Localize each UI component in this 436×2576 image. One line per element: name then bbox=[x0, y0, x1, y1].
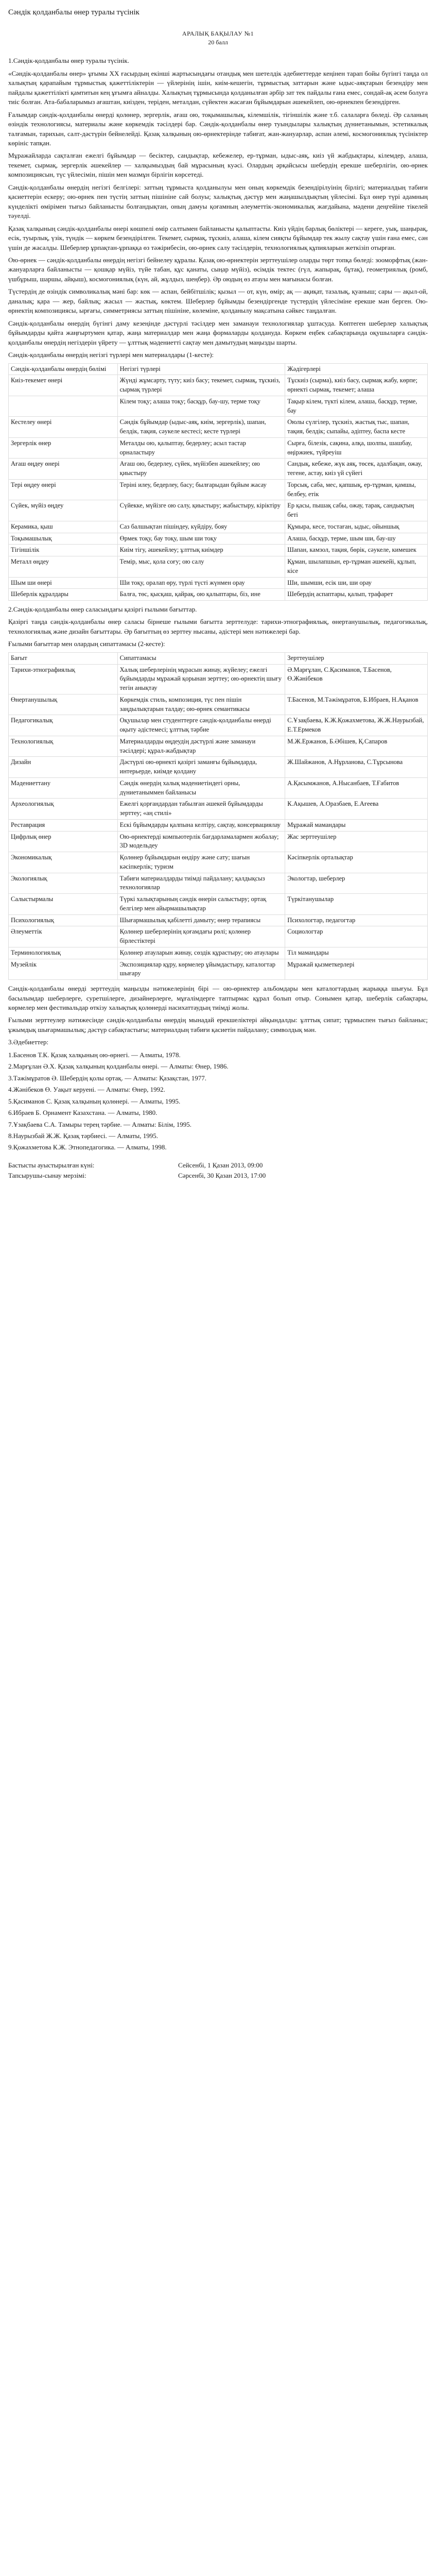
table-cell: Дизайн bbox=[9, 757, 118, 778]
table-cell: Сәндік бұйымдар (ыдыс-аяқ, киім, зергерлік), шапан, белдік, тақия, сәукеле кестесі; кесте түрлері bbox=[117, 417, 285, 438]
submission-info bbox=[8, 1161, 428, 1181]
table-cell: Түркі халықтарының сәндік өнерін салыстыру; ортақ белгілер мен айырмашылықтар bbox=[117, 894, 285, 915]
table-cell: Оқушылар мен студенттерге сәндік-қолданбалы өнерді оқыту әдістемесі; ұлттық тәрбие bbox=[117, 715, 285, 736]
table-cell: Ә.Марғұлан, С.Қасиманов, Т.Басенов, Ө.Жәнібеков bbox=[285, 664, 428, 694]
table-1-intro: Сәндік-қолданбалы өнердің негізгі түрлері мен материалдары (1-кесте): bbox=[8, 351, 214, 359]
table-header-cell: Сәндік-қолданбалы өнердің бөлімі bbox=[9, 363, 118, 375]
table-cell: К.Ақышев, А.Оразбаев, Е.Ағеева bbox=[285, 799, 428, 820]
table-cell: Археологиялық bbox=[9, 799, 118, 820]
reference-item: 6.Ибраев Б. Орнамент Казахстана. — Алматы, 1980. bbox=[8, 1109, 158, 1117]
table-cell: Құман, шылапшын, ер-тұрман әшекейі, құлып, кісе bbox=[285, 556, 428, 578]
paragraph: Ғалымдар сәндік-қолданбалы өнерді қолөнер, зергерлік, ағаш ою, тоқымашылық, кілемшілік, тігіншілік және т.б. салаларға бөледі. Әр саланың өзіндік технологиясы, материалы және көркемдік тәсілдері бар. Сәндік-қолданбалы өнер туындылары халықтың дүниетанымын, эстетикалық талғамын, тарихын, салт-дәстүрін бейнелейді. Қазақ халқының ою-өрнектерінде табиғат, жан-жануарлар, аспан әлемі, космогониялық түсініктер көрініс тапқан. bbox=[8, 110, 428, 147]
table-row bbox=[9, 873, 428, 894]
paragraph: Ғылыми зерттеулер нәтижесінде сәндік-қолданбалы өнердің мынадай ерекшеліктері айқындалды: ұлттық сипат; тұрмыспен тығыз байланыс; ұжымдық шығармашылық; дәстүр сабақтастығы; материалдың табиғи қасиетін пайдалану; символдық мән. bbox=[8, 1016, 428, 1033]
table-cell: Қолөнер бұйымдарын өндіру және сату; шағын кәсіпкерлік; туризм bbox=[117, 852, 285, 873]
paragraph: «Сәндік-қолданбалы өнер» ұғымы XX ғасырдың екінші жартысындағы отандық мен шетелдік әдебиеттерде кеңінен тарап бойы бүгінгі таңда ол халықтың қарапайым тұрмыстық қажеттіліктерін — үйлерінің ішін, киім-кешегін, тұрмыстық заттарын және ыдыс-аяқтарын безендіру мен пайдалы қажеттілікті қамтитын кең ұғымға айналды. Халықтың тұрмысында қолданылған әрбір зат тек пайдалы ғана емес, сондай-ақ әсем болуға тиіс болған. Ата-бабаларымыз ағаштан, киізден, теріден, металдан, сүйектен жасаған бұйымдарын әшекейлеп, ою-өрнекпен безендірген. bbox=[8, 69, 428, 106]
table-cell: Шым ши өнері bbox=[9, 577, 118, 589]
table-cell: Алаша, басқұр, терме, шым ши, бау-шу bbox=[285, 533, 428, 545]
table-cell: Мұражай қызметкерлері bbox=[285, 959, 428, 980]
table-cell: Шапан, камзол, тақия, бөрік, сәукеле, кимешек bbox=[285, 545, 428, 556]
table-row bbox=[9, 417, 428, 438]
table-header-cell: Зерттеушілер bbox=[285, 652, 428, 664]
table-cell: Экспозициялар құру, көрмелер ұйымдастыру, каталогтар шығару bbox=[117, 959, 285, 980]
table-header-cell: Бағыт bbox=[9, 652, 118, 664]
table-row bbox=[9, 664, 428, 694]
table-cell: С.Ұзақбаева, К.Ж.Қожахметова, Ж.Ж.Наурызбай, Е.Т.Ермеков bbox=[285, 715, 428, 736]
table-cell: Социологтар bbox=[285, 926, 428, 947]
table-cell: Халық шеберлерінің мұрасын жинау, жүйелеу; ежелгі бұйымдарды мұражай қорынан зерттеу; ою-өрнектің шығу тегін анықтау bbox=[117, 664, 285, 694]
table-cell: Қолөнер атауларын жинау, сөздік құрастыру; ою атаулары bbox=[117, 947, 285, 959]
table-header-cell: Сипаттамасы bbox=[117, 652, 285, 664]
table-cell: Зергерлік өнер bbox=[9, 437, 118, 459]
table-cell: Реставрация bbox=[9, 819, 118, 831]
table-cell: Торсық, саба, мес, қапшық, ер-тұрман, қамшы, белбеу, етік bbox=[285, 479, 428, 500]
table-row bbox=[9, 757, 428, 778]
table-cell: Саз балшықтан пішіндеу, күйдіру, бояу bbox=[117, 521, 285, 533]
table-cell: Шығармашылық қабілетті дамыту; өнер терапиясы bbox=[117, 914, 285, 926]
table-cell bbox=[9, 396, 118, 417]
table-cell: Экологиялық bbox=[9, 873, 118, 894]
table-cell: Металл өңдеу bbox=[9, 556, 118, 578]
table-cell: Дәстүрлі ою-өрнекті қазіргі заманғы бұйымдарда, интерьерде, киімде қолдану bbox=[117, 757, 285, 778]
table-cell: Металды ою, қалыптау, бедерлеу; асыл тастар орналастыру bbox=[117, 437, 285, 459]
table-cell: Педагогикалық bbox=[9, 715, 118, 736]
section-points: 20 балл bbox=[208, 39, 228, 46]
question-2-body bbox=[8, 617, 428, 649]
table-row bbox=[9, 479, 428, 500]
table-cell: Өнертанушылық bbox=[9, 694, 118, 715]
submission-label: Тапсырушы-сынау мерзімі: bbox=[8, 1172, 86, 1180]
table-cell: Сүйекке, мүйізге ою салу, қиыстыру; жабыстыру, кіріктіру bbox=[117, 500, 285, 521]
table-cell: Сәндік өнердің халық мәдениетіндегі орны, дүниетаныммен байланысы bbox=[117, 777, 285, 799]
table-header-cell: Негізгі түрлері bbox=[117, 363, 285, 375]
table-cell: Оюлы сүлгілер, тұскиіз, жастық тыс, шапан, тақия, белдік; сыпайы, әдіптеу, баспа кесте bbox=[285, 417, 428, 438]
table-cell: Шебердің аспаптары, қалып, трафарет bbox=[285, 589, 428, 601]
table-row bbox=[9, 437, 428, 459]
table-cell: Ескі бұйымдарды қалпына келтіру, сақтау, консервациялау bbox=[117, 819, 285, 831]
reference-item: 3.Тәжімұратов Ә. Шебердің қолы ортақ. — Алматы: Қазақстан, 1977. bbox=[8, 1074, 206, 1082]
paragraph: Мұражайларда сақталған ежелгі бұйымдар — бесіктер, сандықтар, кебежелер, ер-тұрман, ыдыс-аяқ, киіз үй жабдықтары, кілемдер, алаша, текемет, сырмақ, зергерлік әшекейлер — халқымыздың бай мұрасының куәсі. Олардың әрқайсысы шебердің ерекше шеберлігін, ою-өрнек композициясын, түс үйлесімін, пішін мен мазмұн бірлігін көрсетеді. bbox=[8, 151, 428, 179]
table-row bbox=[9, 396, 428, 417]
document-page bbox=[0, 0, 436, 1181]
table-cell: Кілем тоқу; алаша тоқу; басқұр, бау-шу, терме тоқу bbox=[117, 396, 285, 417]
table-cell: М.Ж.Ержанов, Б.Әбішев, Қ.Сапаров bbox=[285, 736, 428, 757]
submission-value: Сәрсенбі, 30 Қазан 2013, 17:00 bbox=[178, 1172, 266, 1180]
table-cell: Салыстырмалы bbox=[9, 894, 118, 915]
table-cell: Ши, шымши, есік ши, ши орау bbox=[285, 577, 428, 589]
table-cell: Өрмек тоқу, бау тоқу, шым ши тоқу bbox=[117, 533, 285, 545]
paragraph: Қазақ халқының сәндік-қолданбалы өнері көшпелі өмір салтымен байланысты қалыптасты. Киіз үйдің барлық бөліктері — кереге, уық, шаңырақ, есік, туырлық, үзік, түндік — көркем безендірілген. Текемет, сырмақ, тұскиіз, алаша, кілем сияқты бұйымдар тек жылу сақтау үшін ғана емес, сән үшін де жасалды. Шеберлер ұрпақтан-ұрпаққа өз тәжірибесін, ою-өрнек салу тәсілдерін, технологиялық құпияларын жеткізіп отырған. bbox=[8, 224, 428, 251]
table-cell: Тақыр кілем, түкті кілем, алаша, басқұр, терме, бау bbox=[285, 396, 428, 417]
table-cell: Ер қасы, пышақ сабы, ожау, тарақ, сандықтың беті bbox=[285, 500, 428, 521]
table-cell: Ежелгі қорғандардан табылған әшекей бұйымдарды зерттеу; «аң стилі» bbox=[117, 799, 285, 820]
table-cell: Құмыра, кесе, тостаған, ыдыс, ойыншық bbox=[285, 521, 428, 533]
table-cell: Ағаш ою, бедерлеу, сүйек, мүйізбен әшекейлеу; ою қиыстыру bbox=[117, 459, 285, 480]
table-row bbox=[9, 959, 428, 980]
table-row bbox=[9, 521, 428, 533]
table-cell: Табиғи материалдарды тиімді пайдалану; қалдықсыз технологиялар bbox=[117, 873, 285, 894]
table-cell: Қолөнер шеберлерінің қоғамдағы рөлі; қолөнер бірлестіктері bbox=[117, 926, 285, 947]
table-row bbox=[9, 736, 428, 757]
table-cell: Терминологиялық bbox=[9, 947, 118, 959]
reference-item: 1.Басенов Т.К. Қазақ халқының ою-өрнегі. — Алматы, 1978. bbox=[8, 1050, 181, 1059]
table-header-row bbox=[9, 363, 428, 375]
table-cell: Жас зерттеушілер bbox=[285, 831, 428, 852]
question-2-conclusion bbox=[8, 984, 428, 1035]
table-cell: Кестелеу өнері bbox=[9, 417, 118, 438]
table-cell: Теріні илеу, бедерлеу, басу; былғарыдан бұйым жасау bbox=[117, 479, 285, 500]
table-row bbox=[9, 375, 428, 396]
table-cell: Психологтар, педагогтар bbox=[285, 914, 428, 926]
table-cell: Сырға, білезік, сақина, алқа, шолпы, шашбау, өңіржиек, түйреуіш bbox=[285, 437, 428, 459]
table-cell: Тұскиіз (сырма), киіз басу, сырмақ жабу, көрпе; өрнекті сырмақ, текемет; алаша bbox=[285, 375, 428, 396]
table-row bbox=[9, 831, 428, 852]
table-row bbox=[9, 914, 428, 926]
table-row bbox=[9, 947, 428, 959]
paragraph: Сәндік-қолданбалы өнердің бүгінгі даму кезеңінде дәстүрлі тәсілдер мен заманауи технологиялар ұштасуда. Көптеген шеберлер халықтық бұйымдарды қайта жаңғыртумен қатар, жаңа материалдар мен жаңа формаларды қолдануда. Көркем еңбек сабақтарында оқушыларға сәндік-қолданбалы өнердің негіздерін үйрету — ұлттық мәдениетті сақтау мен дамытудың маңызды шарты. bbox=[8, 319, 428, 346]
table-cell: Киіз-текемет өнері bbox=[9, 375, 118, 396]
table-row bbox=[9, 819, 428, 831]
question-2-title: 2.Сәндік-қолданбалы өнер саласындағы қазіргі ғылыми бағыттар. bbox=[8, 605, 197, 613]
table-cell: Тарихи-этнографиялық bbox=[9, 664, 118, 694]
table-row bbox=[9, 894, 428, 915]
table-2 bbox=[8, 652, 428, 980]
table-cell: Т.Басенов, М.Тәжімұратов, Б.Ибраев, Н.Ақанов bbox=[285, 694, 428, 715]
table-cell: Ағаш өңдеу өнері bbox=[9, 459, 118, 480]
reference-list bbox=[8, 1050, 428, 1153]
table-cell: Музейлік bbox=[9, 959, 118, 980]
submission-row bbox=[8, 1171, 428, 1180]
table-cell: Цифрлық өнер bbox=[9, 831, 118, 852]
section-heading: АРАЛЫҚ БАҚЫЛАУ №1 bbox=[182, 30, 254, 38]
table-cell: Керамика, қыш bbox=[9, 521, 118, 533]
question-3-title: 3.Әдебиеттер: bbox=[8, 1038, 49, 1046]
table-cell: Тері өңдеу өнері bbox=[9, 479, 118, 500]
table-row bbox=[9, 500, 428, 521]
table-cell: Шеберлік құралдары bbox=[9, 589, 118, 601]
paragraph: Ғылыми бағыттар мен олардың сипаттамасы (2-кесте): bbox=[8, 640, 165, 648]
table-row bbox=[9, 556, 428, 578]
table-cell: Темір, мыс, қола соғу; ою салу bbox=[117, 556, 285, 578]
submission-row bbox=[8, 1161, 428, 1170]
reference-item: 4.Жәнібеков Ө. Уақыт керуені. — Алматы: Өнер, 1992. bbox=[8, 1086, 165, 1094]
table-cell: Сүйек, мүйіз өңдеу bbox=[9, 500, 118, 521]
paragraph: Сәндік-қолданбалы өнердің негізгі белгілері: заттың тұрмыста қолданылуы мен оның көркемдік безендірілуінің бірлігі; материалдың табиғи қасиеттерін ескеру; ою-өрнек пен түстің заттың пішініне сай болуы; халықтық дәстүр мен жаңашылдықтың үйлесімі. Бұл өнер түрі адамның күнделікті өмірімен тығыз байланысты болғандықтан, оның дамуы қоғамның әлеуметтік-экономикалық жағдайына, мәдени деңгейіне тікелей тәуелді. bbox=[8, 183, 428, 220]
table-cell: А.Қасымжанов, А.Нысанбаев, Т.Ғабитов bbox=[285, 777, 428, 799]
table-cell: Материалдарды өңдеудің дәстүрлі және заманауи тәсілдері; құрал-жабдықтар bbox=[117, 736, 285, 757]
table-row bbox=[9, 852, 428, 873]
table-header-row bbox=[9, 652, 428, 664]
table-cell: Әлеуметтік bbox=[9, 926, 118, 947]
table-row bbox=[9, 799, 428, 820]
table-cell: Жүнді жұмсарту, түту; киіз басу; текемет, сырмақ, тұскиіз, сырмақ түрлері bbox=[117, 375, 285, 396]
table-row bbox=[9, 577, 428, 589]
table-cell: Мәдениеттану bbox=[9, 777, 118, 799]
table-cell: Ж.Шайжанов, А.Нұрланова, С.Тұрсынова bbox=[285, 757, 428, 778]
table-cell: Кәсіпкерлік орталықтар bbox=[285, 852, 428, 873]
reference-item: 9.Қожахметова К.Ж. Этнопедагогика. — Алматы, 1998. bbox=[8, 1143, 167, 1151]
table-header-cell: Жәдігерлері bbox=[285, 363, 428, 375]
table-cell: Тіл мамандары bbox=[285, 947, 428, 959]
table-row bbox=[9, 926, 428, 947]
table-cell: Экологтар, шеберлер bbox=[285, 873, 428, 894]
table-cell: Балға, төс, қысқаш, қайрақ, ою қалыптары, біз, ине bbox=[117, 589, 285, 601]
table-cell: Сандық, кебеже, жүк аяқ, төсек, адалбақан, ожау, тегене, астау, киіз үй сүйегі bbox=[285, 459, 428, 480]
table-cell: Экономикалық bbox=[9, 852, 118, 873]
table-row bbox=[9, 694, 428, 715]
table-row bbox=[9, 589, 428, 601]
reference-item: 7.Ұзақбаева С.А. Тамыры терең тәрбие. — Алматы: Білім, 1995. bbox=[8, 1120, 191, 1128]
document-title: Сәндік қолданбалы өнер туралы түсінік bbox=[8, 8, 139, 16]
question-1-title: 1.Сәндік-қолданбалы өнер туралы түсінік. bbox=[8, 57, 130, 65]
table-cell: Психологиялық bbox=[9, 914, 118, 926]
table-cell: Киім тігу, әшекейлеу; ұлттық киімдер bbox=[117, 545, 285, 556]
table-cell: Көркемдік стиль, композиция, түс пен пішін заңдылықтарын талдау; ою-өрнек семантикасы bbox=[117, 694, 285, 715]
reference-item: 5.Қасиманов С. Қазақ халқының қолөнері. — Алматы, 1995. bbox=[8, 1097, 181, 1105]
table-row bbox=[9, 533, 428, 545]
submission-value: Сейсенбі, 1 Қазан 2013, 09:00 bbox=[178, 1161, 263, 1169]
table-row bbox=[9, 715, 428, 736]
paragraph: Сәндік-қолданбалы өнерді зерттеудің маңызды нәтижелерінің бірі — ою-өрнектер альбомдары мен каталогтардың жарыққа шығуы. Бұл басылымдар шеберлерге, суретшілерге, дизайнерлерге, мұғалімдерге таптырмас құрал болып отыр. Сонымен қатар, шеберлік сабақтары, көрмелер мен фестивальдар өткізу халықтық қолөнерді насихаттаудың тиімді жолы. bbox=[8, 985, 428, 1011]
table-cell: Ши тоқу, оралап өру, түрлі түсті жүнмен орау bbox=[117, 577, 285, 589]
paragraph: Қазіргі таңда сәндік-қолданбалы өнер саласы бірнеше ғылыми бағытта зерттелуде: тарихи-этнографиялық, өнертанушылық, педагогикалық, технологиялық және дизайн бағыттары. Әр бағыттың өз зерттеу нысаны, әдістері мен нәтижелері бар. bbox=[8, 618, 428, 635]
submission-label: Бастысты ауыстырылған күні: bbox=[8, 1161, 95, 1169]
paragraph: Ою-өрнек — сәндік-қолданбалы өнердің негізгі бейнелеу құралы. Қазақ ою-өрнектерін зерттеушілер оларды төрт топқа бөледі: зооморфтық (жан-жануарларға байланысты — қошқар мүйіз, түйе табан, құс қанаты, сыңар мүйіз), өсімдік тектес (гүл, жапырақ, бұтақ), геометриялық (ромб, үшбұрыш, шаршы, айқыш), космогониялық (күн, ай, жұлдыз, шеңбер). Әр оюдың өз атауы мен мағынасы болған. bbox=[8, 256, 428, 283]
table-cell: Тігіншілік bbox=[9, 545, 118, 556]
table-cell: Ою-өрнектерді компьютерлік бағдарламалармен жобалау; 3D модельдеу bbox=[117, 831, 285, 852]
table-row bbox=[9, 459, 428, 480]
paragraph: Түстердің де өзіндік символикалық мәні бар: көк — аспан, бейбітшілік; қызыл — от, күн, өмір; ақ — ақиқат, тазалық, қуаныш; сары — ақыл-ой, даналық; қара — жер, байлық; жасыл — жастық, көктем. Шеберлер бұйымды безендіргенде түстердің үйлесіміне ерекше мән берген. Ою-өрнектің композициясы, ырғағы, симметриясы заттың пішініне, көлеміне, қолданылу мақсатына сәйкес таңдалған. bbox=[8, 287, 428, 315]
table-cell: Мұражай мамандары bbox=[285, 819, 428, 831]
reference-item: 2.Марғұлан Ә.Х. Қазақ халқының қолданбалы өнері. — Алматы: Өнер, 1986. bbox=[8, 1062, 229, 1071]
table-row bbox=[9, 545, 428, 556]
table-cell: Тоқымашылық bbox=[9, 533, 118, 545]
question-1-body bbox=[8, 69, 428, 347]
table-1 bbox=[8, 363, 428, 601]
reference-item: 8.Наурызбай Ж.Ж. Қазақ тәрбиесі. — Алматы, 1995. bbox=[8, 1131, 159, 1140]
table-row bbox=[9, 777, 428, 799]
table-cell: Технологиялық bbox=[9, 736, 118, 757]
table-cell: Түркітанушылар bbox=[285, 894, 428, 915]
